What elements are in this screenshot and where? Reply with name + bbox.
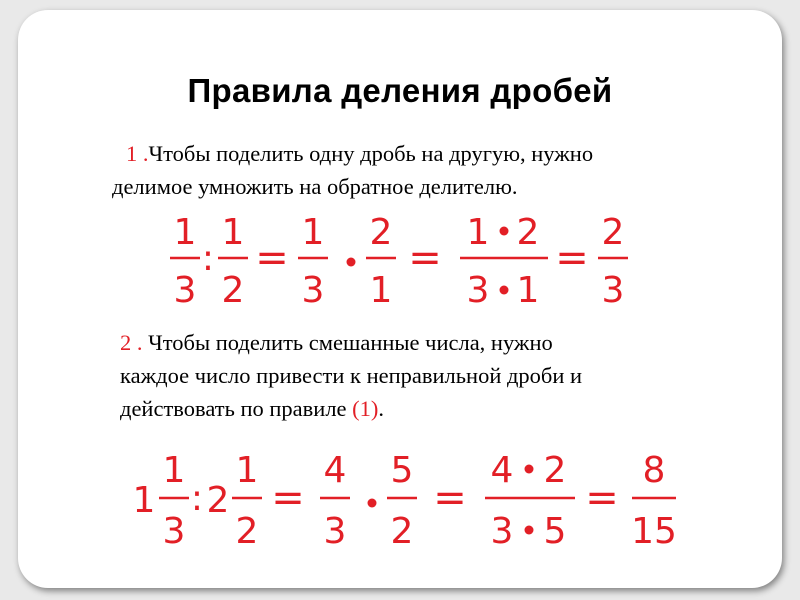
f1-equals-1: =: [255, 235, 289, 281]
f2-equals-3: =: [585, 475, 619, 521]
f2-frac6-num: 8: [642, 450, 666, 491]
f1-frac6-num: 2: [601, 212, 625, 253]
rule-2-text-1: Чтобы поделить смешанные числа, нужно: [142, 330, 553, 355]
f2-frac5-den-a: 3: [490, 511, 514, 552]
f2-whole-2: 2: [206, 480, 230, 521]
rule-2: [120, 326, 760, 425]
f2-whole-1: 1: [132, 480, 156, 521]
rule-1-line-2: делимое умножить на обратное делителю.: [112, 174, 518, 199]
f1-frac1-num: 1: [173, 212, 197, 253]
f2-frac5-den-b: 5: [543, 511, 567, 552]
f1-frac6-den: 3: [601, 270, 625, 311]
f1-frac3-num: 1: [301, 212, 325, 253]
f2-frac1-num: 1: [162, 450, 186, 491]
f1-frac5-den-a: 3: [466, 270, 490, 311]
f2-frac5-num-b: 2: [543, 450, 567, 491]
f2-frac6-den: 15: [631, 511, 677, 552]
f1-frac5-den-dot: [500, 286, 509, 295]
f1-frac4-num: 2: [369, 212, 393, 253]
f1-frac2-num: 1: [221, 212, 245, 253]
f2-equals-2: =: [433, 475, 467, 521]
f2-frac2-num: 1: [235, 450, 259, 491]
f2-equals-1: =: [271, 475, 305, 521]
rule-2-text-3: действовать по правиле: [120, 396, 353, 421]
rule-1-number: 1 .: [126, 141, 149, 166]
f1-frac5-num-b: 2: [516, 212, 540, 253]
f2-frac1-den: 3: [162, 511, 186, 552]
f1-frac5-num-a: 1: [466, 212, 490, 253]
f1-frac3-den: 3: [301, 270, 325, 311]
rule-2-line-1: [120, 326, 760, 359]
f2-multiply-dot: [368, 499, 377, 508]
f2-frac3-den: 3: [323, 511, 347, 552]
f1-frac5-den-b: 1: [516, 270, 540, 311]
f1-equals-3: =: [555, 235, 589, 281]
rule-1-text-1: Чтобы поделить одну дробь на другую, нужно: [148, 141, 594, 166]
f2-divide-sign: :: [190, 478, 204, 519]
f1-multiply-dot: [347, 258, 356, 267]
f1-frac2-den: 2: [221, 270, 245, 311]
f2-frac5-num-a: 4: [490, 450, 514, 491]
f1-frac5-num-dot: [500, 227, 509, 236]
rule-2-line-3: [120, 392, 760, 425]
f2-frac3-num: 4: [323, 450, 347, 491]
f2-frac2-den: 2: [235, 511, 259, 552]
rule-2-number: 2 .: [120, 330, 143, 355]
formula-1: [160, 208, 640, 312]
rule-2-reference: (1): [352, 396, 379, 421]
f1-frac1-den: 3: [173, 270, 197, 311]
f2-frac4-den: 2: [390, 511, 414, 552]
f2-frac4-num: 5: [390, 450, 414, 491]
rule-2-line-2: каждое число привести к неправильной дроби и: [120, 363, 583, 388]
f2-frac5-den-dot: [525, 526, 534, 535]
rule-1: [112, 137, 752, 203]
f1-frac4-den: 1: [369, 270, 393, 311]
rule-2-period: .: [378, 396, 385, 421]
f1-equals-2: =: [408, 235, 442, 281]
f2-frac5-num-dot: [525, 465, 534, 474]
slide-title: Правила деления дробей: [187, 72, 613, 109]
formula-2: [130, 446, 690, 556]
f1-divide-sign: :: [201, 238, 215, 279]
rule-1-line-1: [112, 137, 752, 170]
